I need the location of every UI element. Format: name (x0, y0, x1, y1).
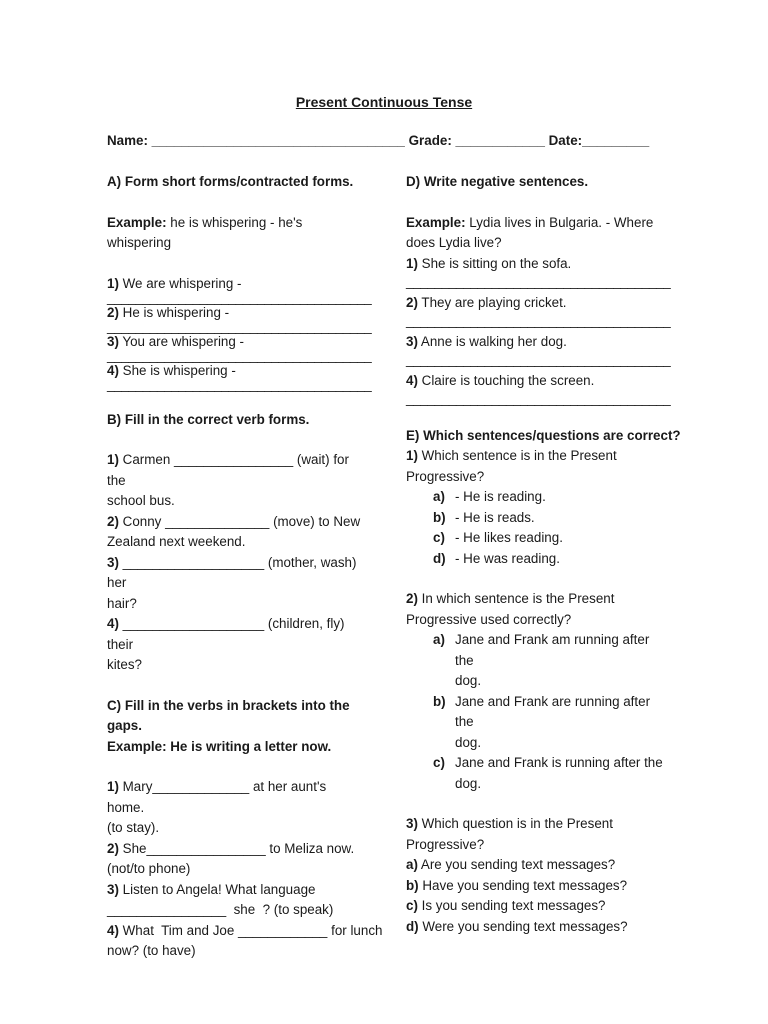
option-c[interactable]: c) - He likes reading. (433, 530, 563, 545)
answer-blank[interactable]: _____________________________________ (406, 352, 671, 367)
date-blank[interactable]: _________ (582, 133, 650, 148)
item-text-cont: Zealand next weekend. (107, 534, 246, 549)
item-text-cont: school bus. (107, 493, 175, 508)
section-c-item-2 (107, 839, 367, 880)
student-info-line (107, 131, 667, 152)
section-c-example: Example: He is writing a letter now. (107, 738, 332, 754)
item-number: 4) (107, 616, 119, 631)
date-label: Date: (548, 133, 583, 148)
page-title: Present Continuous Tense (295, 94, 473, 110)
example-label: Example: (107, 214, 167, 230)
item-text: They are playing cricket. (421, 294, 567, 310)
section-d-example (406, 213, 668, 254)
item-text-cont: hair? (107, 595, 137, 611)
section-a-title: A) Form short forms/contracted forms. (107, 174, 354, 189)
item-text: Carmen ________________ (wait) for the (107, 452, 349, 488)
section-d-item-1 (406, 254, 671, 293)
item-number: 2) (107, 840, 119, 856)
answer-blank[interactable]: _____________________________________ (107, 290, 372, 305)
item-number: 3) (107, 333, 119, 349)
option-d[interactable]: d) - He was reading. (433, 550, 560, 566)
example-label: Example: (406, 214, 466, 230)
item-text: ___________________ (mother, wash) her (107, 554, 357, 590)
option-a[interactable]: a) Are you sending text messages? (406, 857, 616, 872)
question-1 (406, 446, 668, 569)
question-text-cont: Progressive used correctly? (406, 611, 572, 627)
section-a-example (107, 213, 367, 254)
section-d-item-3 (406, 332, 671, 371)
item-number: 4) (406, 372, 418, 388)
section-b-item-4 (107, 614, 367, 676)
question-2 (406, 589, 668, 794)
item-text: She________________ to Meliza now. (122, 840, 355, 856)
question-number: 2) (406, 591, 418, 606)
item-text: Anne is walking her dog. (420, 333, 567, 349)
item-text: You are whispering - (122, 333, 244, 349)
example-text: he is whispering - he's whispering (107, 214, 303, 250)
question-text-cont: Progressive? (406, 836, 485, 852)
left-column (107, 172, 383, 962)
option-a[interactable]: a) - He is reading. (433, 489, 546, 504)
question-text: Which sentence is in the Present (421, 448, 617, 463)
option-b[interactable]: b) Jane and Frank are running after the dog. (433, 693, 651, 750)
item-number: 2) (406, 294, 418, 310)
item-text: What Tim and Joe ____________ for lunch (122, 922, 383, 938)
item-text: He is whispering - (122, 304, 230, 320)
name-blank[interactable]: __________________________________ (151, 133, 405, 148)
answer-blank[interactable]: _____________________________________ (406, 391, 671, 406)
example-text-cont: does Lydia live? (406, 235, 502, 250)
item-number: 1) (107, 275, 119, 291)
item-text: Mary_____________ at her aunt's home. (107, 779, 327, 815)
option-a[interactable]: a) Jane and Frank am running after the dog. (433, 632, 650, 688)
name-label: Name: (107, 133, 148, 148)
question-3 (406, 814, 668, 937)
item-text: ___________________ (children, fly) their (107, 616, 345, 652)
option-d[interactable]: d) Were you sending text messages? (406, 918, 628, 934)
section-c-item-4 (107, 921, 383, 962)
item-number: 3) (107, 554, 119, 570)
section-d-item-4 (406, 371, 671, 410)
question-text: Which question is in the Present (421, 816, 613, 831)
item-number: 2) (107, 304, 119, 320)
option-b[interactable]: b) Have you sending text messages? (406, 877, 628, 893)
answer-blank[interactable]: _____________________________________ (406, 274, 671, 289)
item-number: 1) (107, 452, 119, 467)
item-number: 2) (107, 513, 119, 529)
item-text: Claire is touching the screen. (421, 372, 595, 388)
answer-blank[interactable]: _____________________________________ (107, 377, 372, 392)
item-number: 1) (406, 255, 418, 271)
option-b[interactable]: b) - He is reads. (433, 509, 535, 525)
item-text-cont: now? (to have) (107, 943, 196, 958)
example-text: Lydia lives in Bulgaria. - Where (469, 214, 654, 230)
section-c-title: C) Fill in the verbs in brackets into the gaps. (107, 697, 350, 733)
question-text-cont: Progressive? (406, 468, 485, 484)
section-e-title: E) Which sentences/questions are correct? (406, 427, 681, 443)
item-number: 3) (107, 881, 119, 897)
item-text-cont: (not/to phone) (107, 861, 191, 876)
item-number: 1) (107, 779, 119, 794)
section-d-title: D) Write negative sentences. (406, 174, 589, 189)
answer-blank[interactable]: _____________________________________ (107, 348, 372, 363)
answer-blank[interactable]: _____________________________________ (107, 319, 372, 334)
section-b-item-1 (107, 450, 367, 512)
item-text: Conny ______________ (move) to New (122, 513, 361, 529)
item-number: 4) (107, 922, 119, 938)
section-c-item-3 (107, 880, 367, 921)
question-text: In which sentence is the Present (421, 591, 615, 606)
item-text: We are whispering - (122, 275, 242, 291)
question-number: 1) (406, 448, 418, 463)
grade-label: Grade: (408, 133, 452, 148)
section-b-item-3 (107, 553, 367, 615)
section-b-title: B) Fill in the correct verb forms. (107, 411, 310, 427)
option-c[interactable]: c) Jane and Frank is running after the dog. (433, 755, 663, 791)
section-c-item-1 (107, 777, 367, 839)
answer-blank[interactable]: _____________________________________ (406, 313, 671, 328)
item-text: Listen to Angela! What language (122, 881, 316, 897)
item-number: 3) (406, 333, 418, 349)
question-number: 3) (406, 816, 418, 831)
item-number: 4) (107, 362, 119, 378)
right-column (406, 172, 681, 937)
item-text: She is whispering - (122, 362, 236, 378)
item-text-cont: kites? (107, 657, 142, 672)
item-text-cont: (to stay). (107, 820, 160, 835)
option-c[interactable]: c) Is you sending text messages? (406, 898, 606, 913)
grade-blank[interactable]: ____________ (455, 133, 545, 148)
item-text: She is sitting on the sofa. (421, 255, 572, 271)
section-d-item-2 (406, 293, 671, 332)
section-b-item-2 (107, 512, 367, 553)
item-text-cont: ________________ she ? (to speak) (107, 902, 334, 917)
